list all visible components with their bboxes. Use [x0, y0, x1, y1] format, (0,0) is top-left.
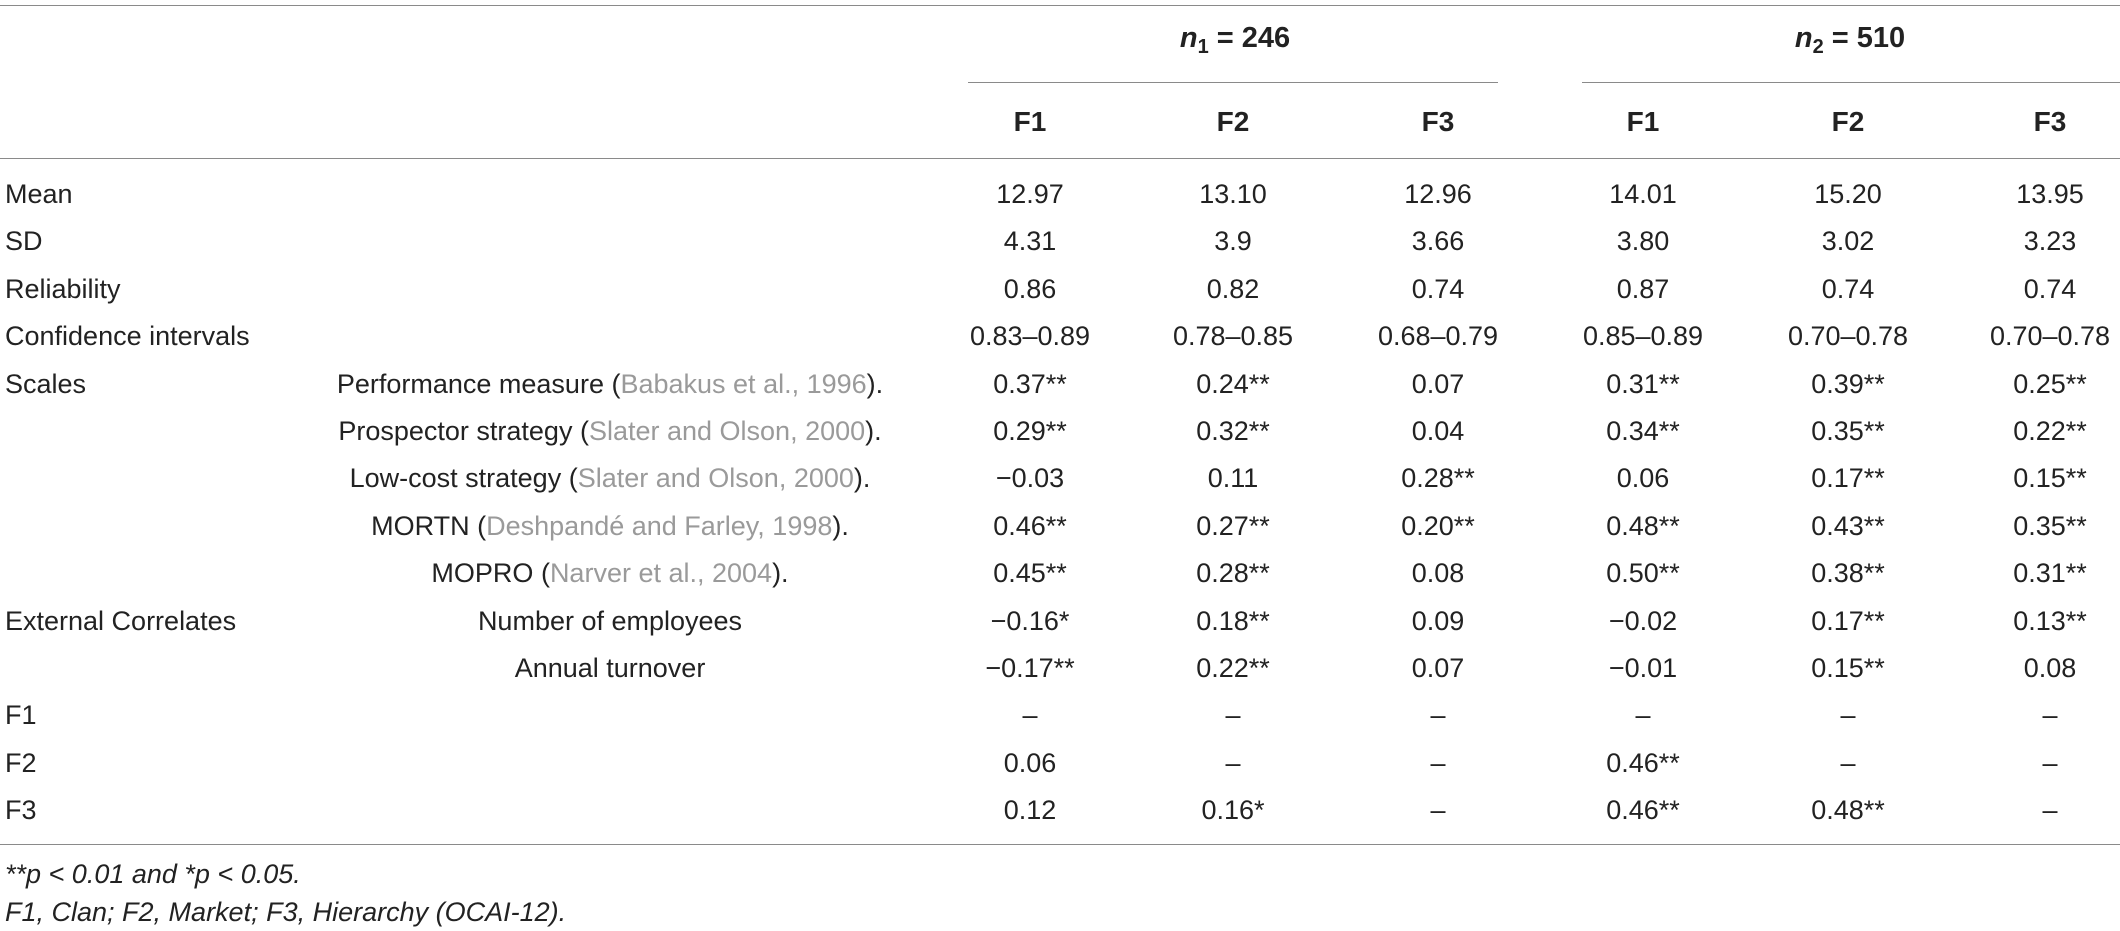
table-cell: 14.01 — [1609, 179, 1677, 209]
table-cell: −0.16* — [990, 606, 1070, 636]
table-cell: 0.35** — [2013, 511, 2087, 541]
table-cell: 0.07 — [1411, 369, 1465, 399]
measure-name: Number of employees — [477, 606, 743, 636]
table-cell: – — [2042, 795, 2058, 825]
group-header-sample-2: $n_2 = 510$ — [1794, 22, 1906, 58]
table-cell: 0.50** — [1606, 558, 1680, 588]
group-rule-sample-1 — [968, 82, 1498, 83]
row-sublabel: MORTN (Deshpandé and Farley, 1998). — [371, 511, 849, 541]
footnote-significance: **p < 0.01 and *p < 0.05. — [5, 859, 301, 889]
table-cell: 0.28** — [1196, 558, 1270, 588]
table-cell: 0.20** — [1401, 511, 1475, 541]
table-cell: 3.9 — [1214, 226, 1252, 256]
table-cell: 0.12 — [1003, 795, 1057, 825]
table-cell: 0.25** — [2013, 369, 2087, 399]
group-rule-sample-2 — [1582, 82, 2120, 83]
table-cell: 0.08 — [1411, 558, 1465, 588]
table-cell: 0.74 — [2023, 274, 2077, 304]
column-header-s1-f3: F3 — [1421, 106, 1455, 137]
column-header-s2-f1: F1 — [1626, 106, 1660, 137]
table-cell: – — [1840, 700, 1856, 730]
table-cell: −0.17** — [985, 653, 1075, 683]
column-header-s1-f1: F1 — [1013, 106, 1047, 137]
citation-link[interactable]: Deshpandé and Farley, 1998 — [486, 511, 833, 541]
table-cell: 0.22** — [1196, 653, 1270, 683]
table-cell: 0.17** — [1811, 606, 1885, 636]
table-cell: 0.82 — [1206, 274, 1260, 304]
table-cell: 0.15** — [1811, 653, 1885, 683]
citation-link[interactable]: Slater and Olson, 2000 — [577, 463, 854, 493]
table-cell: 15.20 — [1814, 179, 1882, 209]
row-sublabel: Prospector strategy (Slater and Olson, 2000). — [338, 416, 882, 446]
row-label: External Correlates — [5, 606, 237, 636]
table-cell: 0.86 — [1003, 274, 1057, 304]
table-cell: – — [1225, 748, 1241, 778]
table-bottom-rule — [0, 844, 2120, 845]
column-header-s1-f2: F2 — [1216, 106, 1250, 137]
table-cell: 0.27** — [1196, 511, 1270, 541]
table-cell: 0.29** — [993, 416, 1067, 446]
table-cell: 0.34** — [1606, 416, 1680, 446]
row-sublabel: Performance measure (Babakus et al., 1996). — [336, 369, 884, 399]
table-cell: 0.18** — [1196, 606, 1270, 636]
measure-name: Low-cost strategy — [349, 463, 562, 493]
table-cell: 3.23 — [2023, 226, 2077, 256]
table-cell: 0.22** — [2013, 416, 2087, 446]
table-cell: 0.74 — [1821, 274, 1875, 304]
table-cell: 0.74 — [1411, 274, 1465, 304]
table-cell: 0.31** — [1606, 369, 1680, 399]
row-label: F1 — [5, 700, 37, 730]
measure-name: Annual turnover — [514, 653, 706, 683]
table-cell: 0.16* — [1201, 795, 1265, 825]
table-cell: 0.46** — [1606, 795, 1680, 825]
table-cell: 0.70–0.78 — [1787, 321, 1909, 351]
table-cell: 0.35** — [1811, 416, 1885, 446]
table-cell: – — [2042, 748, 2058, 778]
table-cell: 0.32** — [1196, 416, 1270, 446]
column-header-s2-f3: F3 — [2033, 106, 2067, 137]
table-cell: 0.39** — [1811, 369, 1885, 399]
table-cell: 0.28** — [1401, 463, 1475, 493]
table-cell: 0.17** — [1811, 463, 1885, 493]
table-cell: – — [1430, 748, 1446, 778]
table-cell: 0.08 — [2023, 653, 2077, 683]
table-cell: 4.31 — [1003, 226, 1057, 256]
row-label: SD — [5, 226, 43, 256]
table-cell: −0.02 — [1608, 606, 1678, 636]
row-label: Reliability — [5, 274, 121, 304]
table-cell: 0.68–0.79 — [1377, 321, 1499, 351]
row-sublabel — [300, 604, 920, 638]
table-cell: 0.11 — [1207, 463, 1259, 493]
table-cell: −0.01 — [1608, 653, 1678, 683]
measure-name: MOPRO — [431, 558, 534, 588]
table-cell: 0.70–0.78 — [1989, 321, 2111, 351]
table-cell: 0.46** — [1606, 748, 1680, 778]
row-label: F2 — [5, 748, 37, 778]
table-cell: 0.38** — [1811, 558, 1885, 588]
table-cell: 0.83–0.89 — [969, 321, 1091, 351]
table-cell: 0.06 — [1616, 463, 1670, 493]
table-cell: 0.07 — [1411, 653, 1465, 683]
table-cell: 0.87 — [1616, 274, 1670, 304]
table-top-rule — [0, 5, 2120, 6]
citation-link[interactable]: Slater and Olson, 2000 — [588, 416, 866, 446]
table-cell: 0.48** — [1606, 511, 1680, 541]
table-cell: 12.97 — [996, 179, 1064, 209]
table-cell: – — [1022, 700, 1038, 730]
table-cell: – — [1430, 795, 1446, 825]
column-header-s2-f2: F2 — [1831, 106, 1865, 137]
table-cell: 0.78–0.85 — [1172, 321, 1294, 351]
table-cell: 0.31** — [2013, 558, 2087, 588]
table-cell: – — [1840, 748, 1856, 778]
table-cell: 0.06 — [1003, 748, 1057, 778]
row-label: F3 — [5, 795, 37, 825]
header-bottom-rule — [0, 158, 2120, 159]
table-cell: 0.13** — [2013, 606, 2087, 636]
row-label: Mean — [5, 179, 73, 209]
citation-link[interactable]: Narver et al., 2004 — [549, 558, 773, 588]
table-cell: – — [1225, 700, 1241, 730]
table-cell: 0.15** — [2013, 463, 2087, 493]
table-cell: 3.80 — [1616, 226, 1670, 256]
table-cell: 13.95 — [2016, 179, 2084, 209]
table-cell: – — [1430, 700, 1446, 730]
row-sublabel: MOPRO (Narver et al., 2004). — [431, 558, 789, 588]
measure-name: Prospector strategy — [338, 416, 573, 446]
table-cell: 0.85–0.89 — [1582, 321, 1704, 351]
measure-name: Performance measure — [336, 369, 604, 399]
table-cell: 3.02 — [1821, 226, 1875, 256]
table-cell: 0.48** — [1811, 795, 1885, 825]
table-cell: – — [2042, 700, 2058, 730]
row-label: Scales — [5, 369, 87, 399]
table-cell: – — [1635, 700, 1651, 730]
table-cell: 0.04 — [1411, 416, 1465, 446]
citation-link[interactable]: Babakus et al., 1996 — [620, 369, 867, 399]
table-cell: 0.24** — [1196, 369, 1270, 399]
table-cell: 3.66 — [1411, 226, 1465, 256]
table-cell: 0.09 — [1411, 606, 1465, 636]
table-cell: 0.45** — [993, 558, 1067, 588]
table-cell: 0.43** — [1811, 511, 1885, 541]
row-sublabel — [300, 651, 920, 685]
footnote-factor-names: F1, Clan; F2, Market; F3, Hierarchy (OCAI-12). — [5, 897, 567, 927]
table-cell: 0.46** — [993, 511, 1067, 541]
table-cell: 12.96 — [1404, 179, 1472, 209]
group-header-sample-1: $n_1 = 246$ — [1179, 22, 1291, 58]
row-label: Confidence intervals — [5, 321, 250, 351]
table-cell: 13.10 — [1199, 179, 1267, 209]
table-cell: −0.03 — [995, 463, 1065, 493]
measure-name: MORTN — [371, 511, 470, 541]
row-sublabel: Low-cost strategy (Slater and Olson, 2000). — [349, 463, 871, 493]
table-cell: 0.37** — [993, 369, 1067, 399]
